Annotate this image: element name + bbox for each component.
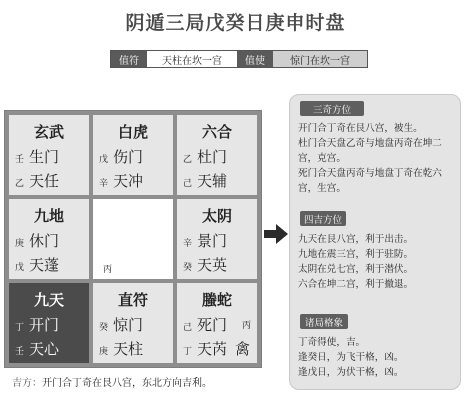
palace-gen-8 <box>9 283 89 363</box>
analysis-panel <box>289 94 461 390</box>
palace-god: 螣蛇 <box>201 291 232 309</box>
zhifu-label: 值符 <box>111 51 147 67</box>
text-line: 宫，克宫。 <box>298 153 346 164</box>
palace-grid <box>4 110 262 368</box>
text-line: 开门合丁奇在艮八宫，被生。 <box>298 123 423 134</box>
stem-top: 辛 <box>183 239 193 249</box>
section-body-siji <box>298 232 456 292</box>
stem-bottom: 己 <box>183 179 193 189</box>
palace-zhen-3 <box>9 199 89 279</box>
door: 景门 <box>197 232 228 250</box>
stem-bottom: 癸 <box>183 263 193 273</box>
text-line: 九天在艮八宫，利于出击。 <box>298 234 414 245</box>
zhifu-value: 天柱在坎一宫 <box>147 51 237 67</box>
text-line: 逢戊日，为伏干格，凶。 <box>298 367 404 378</box>
stem-top: 丁 <box>15 323 25 333</box>
star: 天心 <box>29 340 60 358</box>
stem-bottom: 庚 <box>99 347 109 357</box>
stem-bottom: 辛 <box>99 179 109 189</box>
zhishi-value: 惊门在坎一宫 <box>273 51 367 67</box>
door: 开门 <box>29 316 60 334</box>
door: 休门 <box>29 232 60 250</box>
section-body-sanqi <box>298 121 456 196</box>
section-header-siji: 四吉方位 <box>300 211 346 226</box>
door: 生门 <box>29 148 60 166</box>
zhishi-label: 值使 <box>237 51 273 67</box>
center-stem: 丙 <box>103 265 113 275</box>
door: 死门 <box>197 316 228 334</box>
star: 天芮 <box>197 340 228 358</box>
palace-god: 九天 <box>33 291 64 309</box>
stem-bottom: 戊 <box>15 263 25 273</box>
stem-bottom: 乙 <box>15 179 25 189</box>
text-line: 逢癸日，为飞干格，凶。 <box>298 352 404 363</box>
star: 天冲 <box>113 172 144 190</box>
stem-top: 癸 <box>99 323 109 333</box>
palace-xun-4 <box>9 115 89 195</box>
stem-top: 壬 <box>15 155 25 165</box>
section-header-geju: 诸局格象 <box>300 314 348 329</box>
page-title: 阴遁三局戊癸日庚申时盘 <box>125 12 346 34</box>
palace-god: 直符 <box>117 291 148 309</box>
palace-center-5 <box>93 199 173 279</box>
stem-top: 乙 <box>183 155 193 165</box>
door: 惊门 <box>113 316 144 334</box>
stem-top: 庚 <box>15 239 25 249</box>
star: 天蓬 <box>29 256 60 274</box>
parasitic-star: 禽 <box>234 340 250 358</box>
text-line: 九地在震三宫，利于驻防。 <box>298 249 414 260</box>
stem-top: 戊 <box>99 155 109 165</box>
section-body-geju <box>298 335 456 380</box>
door: 杜门 <box>197 148 228 166</box>
footer-label: 吉方： <box>12 378 42 389</box>
palace-kun-2 <box>177 115 257 195</box>
stem-top: 己 <box>183 323 193 333</box>
arrow-right-icon <box>264 224 288 244</box>
palace-kan-1 <box>93 283 173 363</box>
palace-god: 玄武 <box>33 123 64 141</box>
palace-god: 六合 <box>201 123 232 141</box>
palace-god: 太阴 <box>201 207 232 225</box>
stem-bottom: 壬 <box>15 347 25 357</box>
parasitic-stem: 丙 <box>241 321 251 331</box>
palace-qian-6 <box>177 283 257 363</box>
palace-li-9 <box>93 115 173 195</box>
auspicious-direction <box>12 374 212 389</box>
star: 天英 <box>197 256 228 274</box>
door: 伤门 <box>113 148 144 166</box>
text-line: 太阴在兑七宫，利于潜伏。 <box>298 264 414 275</box>
footer-text: 开门合丁奇在艮八宫，东北方向吉利。 <box>42 378 212 389</box>
palace-dui-7 <box>177 199 257 279</box>
text-line: 宫，生宫。 <box>298 183 346 194</box>
stem-bottom: 丁 <box>183 347 193 357</box>
section-header-sanqi: 三奇方位 <box>300 101 364 116</box>
star: 天任 <box>29 172 60 190</box>
text-line: 死门合天盘丙奇与地盘丁奇在乾六 <box>298 168 442 179</box>
info-bar <box>110 50 368 68</box>
palace-god: 白虎 <box>117 123 148 141</box>
text-line: 杜门合天盘乙奇与地盘丙奇在坤二 <box>298 138 442 149</box>
text-line: 丁奇得使，吉。 <box>298 337 366 348</box>
star: 天辅 <box>197 172 228 190</box>
star: 天柱 <box>113 340 144 358</box>
text-line: 六合在坤二宫，利于撤退。 <box>298 279 414 290</box>
palace-god: 九地 <box>33 207 64 225</box>
